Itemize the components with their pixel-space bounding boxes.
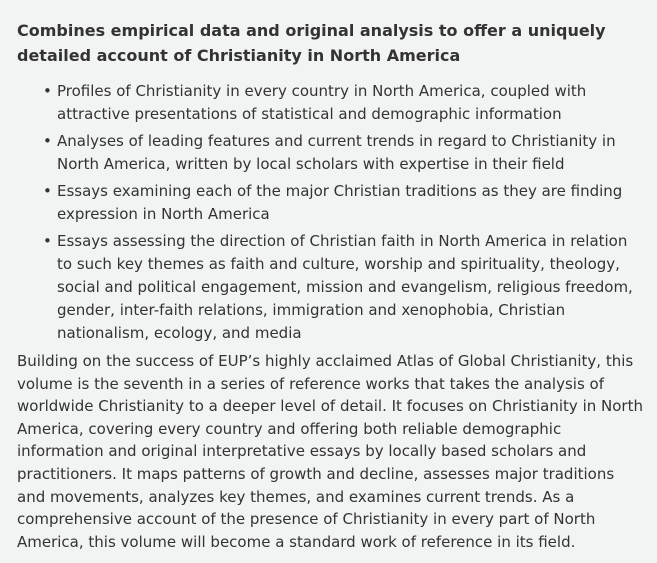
bullet-icon: • [43, 182, 52, 200]
feature-text: Essays examining each of the major Christian traditions as they are finding expression in North America [57, 182, 623, 223]
description-paragraph: Building on the success of EUP’s highly acclaimed Atlas of Global Christianity, this volume is the seventh in a series of reference works that takes the analysis of worldwide Christianity to a deeper level of detail. It focuses on Christianity in North America, covering every country and offering both reliable demographic information and original interpretative essays by locally based scholars and practitioners. It maps patterns of growth and decline, assesses major traditions and movements, analyzes key themes, and examines current trends. As a comprehensive account of the presence of Christianity in every part of North America, this volume will become a standard work of reference in its field. [17, 352, 643, 551]
book-description [17, 18, 647, 553]
headline: Combines empirical data and original analysis to offer a uniquely detailed account of Christianity in North America [17, 21, 606, 65]
feature-text: Profiles of Christianity in every country in North America, coupled with attractive presentations of statistical and demographic information [57, 82, 587, 123]
feature-list-item [43, 80, 647, 126]
feature-list-item [43, 130, 647, 176]
feature-list-item [43, 180, 647, 226]
bullet-icon: • [43, 232, 52, 250]
bullet-icon: • [43, 132, 52, 150]
bullet-icon: • [43, 82, 52, 100]
feature-list-item [43, 230, 647, 345]
feature-text: Analyses of leading features and current trends in regard to Christianity in North America, written by local scholars with expertise in their field [57, 132, 616, 173]
feature-text: Essays assessing the direction of Christian faith in North America in relation to such key themes as faith and culture, worship and spirituality, theology, social and political engagement, mission and evangelism, religious freedom, gender, inter-faith relations, immigration and xenophobia, Christian nationalism, ecology, and media [57, 232, 633, 342]
feature-list [17, 80, 647, 345]
